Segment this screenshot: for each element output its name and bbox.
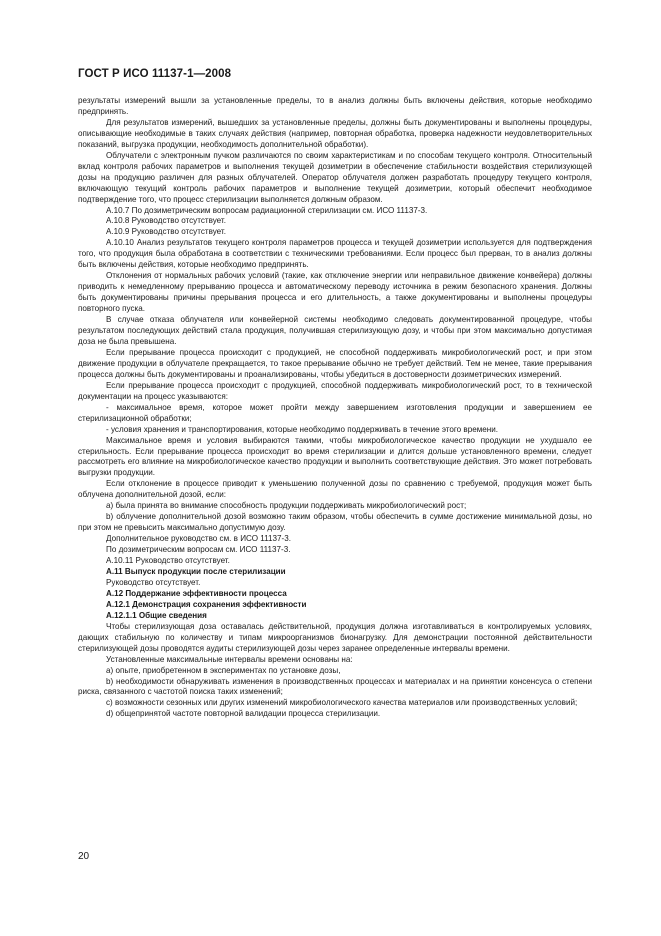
paragraph: Установленные максимальные интервалы времени основаны на:: [106, 654, 353, 664]
section-heading: А.11 Выпуск продукции после стерилизации: [106, 566, 286, 576]
paragraph: b) необходимости обнаруживать изменения в производственных процессах и материалах и на принятии консенсуса о степени риска, связанного с частотой поиска таких изменений;: [78, 676, 592, 697]
paragraph: Для результатов измерений, вышедших за установленные пределы, должны быть документированы и выполнены процедуры, описывающие необходимые в таких случаях действия (например, повторная обработка, проверка надежности неудовлетворительных показаний, выгрузка продукции, необходимость дополнительной обработки).: [78, 117, 592, 149]
page-number: 20: [78, 851, 90, 862]
paragraph: Облучатели с электронным пучком различаются по своим характеристикам и по способам текущего контроля. Относительный вклад контроля рабочих параметров и выполнения текущей дозиметрии в обеспечение стабильности воздействия стерилизующей дозы на продукцию различен для разных облучателей. Оператор облучателя должен разработать процедуру текущего контроля, включающую текущий контроль рабочих параметров и выполнение текущей дозиметрии, который обеспечит необходимое подтверждение того, что процесс стерилизации выполняется должным образом.: [78, 150, 592, 204]
paragraph: Руководство отсутствует.: [106, 577, 201, 587]
paragraph: результаты измерений вышли за установленные пределы, то в анализ должны быть включены действия, которые необходимо предпринять.: [78, 96, 592, 116]
paragraph: А.10.11 Руководство отсутствует.: [106, 556, 230, 566]
paragraph: а) опыте, приобретенном в экспериментах по установке дозы,: [106, 665, 341, 675]
paragraph: d) общепринятой частоте повторной валидации процесса стерилизации.: [106, 709, 381, 719]
paragraph: По дозиметрическим вопросам см. ИСО 11137-3.: [106, 545, 291, 555]
section-heading: А.12.1 Демонстрация сохранения эффективности: [106, 599, 307, 609]
paragraph: а) была принята во внимание способность продукции поддерживать микробиологический рост;: [106, 501, 467, 511]
paragraph: Если отклонение в процессе приводит к уменьшению полученной дозы по сравнению с требуемой, продукция может быть облучена дополнительной дозой, если:: [78, 479, 592, 500]
paragraph: с) возможности сезонных или других изменений микробиологического качества материалов или производственных условий;: [106, 698, 578, 708]
document-body: [78, 96, 592, 720]
paragraph: - максимальное время, которое может пройти между завершением изготовления продукции и завершением ее стерилизационной обработки;: [78, 402, 592, 423]
paragraph: - условия хранения и транспортирования, которые необходимо поддерживать в течение этого времени.: [106, 424, 499, 434]
paragraph: А.10.10 Анализ результатов текущего контроля параметров процесса и текущей дозиметрии используется для подтверждения того, что продукция была обработана в соответствии с техническими требованиями. Если процесс был прерван, то в анализ должны быть включены действия, которые необходимо предпринять.: [78, 238, 592, 270]
paragraph: Отклонения от нормальных рабочих условий (такие, как отключение энергии или неправильное движение конвейера) должны приводить к немедленному прерыванию процесса и автоматическому переводу источника в режим безопасного хранения. Должны быть документированы причины прерывания процесса и его длительность, а также документированы и выполнены процедуры повторного пуска.: [78, 271, 592, 314]
paragraph: Чтобы стерилизующая доза оставалась действительной, продукция должна изготавливаться в контролируемых условиях, дающих стабильную по количеству и типам микроорганизмов бионагрузку. Для демонстрации постоянной действительности стерилизующей дозы проводятся аудиты стерилизующей дозы через заранее определенные интервалы времени.: [78, 621, 592, 653]
paragraph: Дополнительное руководство см. в ИСО 11137-3.: [106, 534, 291, 544]
section-heading: А.12.1.1 Общие сведения: [106, 610, 207, 620]
document-header: ГОСТ Р ИСО 11137-1—2008: [78, 68, 232, 80]
paragraph: Если прерывание процесса происходит с продукцией, не способной поддерживать микробиологический рост, и при этом движение продукции в облучателе прекращается, то такое прерывание обычно не требует действий. Тем не менее, такие прерывания процесса должны быть документированы и проанализированы, чтобы убедиться в достоверности дозиметрических измерений.: [78, 347, 592, 379]
paragraph: А.10.8 Руководство отсутствует.: [106, 216, 226, 226]
paragraph: Максимальное время и условия выбираются такими, чтобы микробиологическое качество продукции не ухудшало ее стерильность. Если прерывание процесса происходит во время стерилизации и длится дольше установленного времени, следует рассмотреть его влияние на микробиологическое качество продукции и выполнить соответствующие действия. Это может потребовать выгрузки продукции.: [78, 435, 592, 478]
paragraph: b) облучение дополнительной дозой возможно таким образом, чтобы обеспечить в сумме достижение минимальной дозы, но при этом не превысить максимально допустимую дозу.: [78, 512, 592, 533]
paragraph: Если прерывание процесса происходит с продукцией, способной поддерживать микробиологический рост, то в технической документации на процесс указываются:: [78, 380, 592, 401]
paragraph: А.10.9 Руководство отсутствует.: [106, 227, 226, 237]
paragraph: А.10.7 По дозиметрическим вопросам радиационной стерилизации см. ИСО 11137-3.: [106, 205, 428, 215]
paragraph: В случае отказа облучателя или конвейерной системы необходимо следовать документированной процедуре, чтобы результатом последующих действий стала продукция, получившая стерилизующую дозу, и чтобы при этом максимально допустимая доза не была превышена.: [78, 315, 592, 346]
section-heading: А.12 Поддержание эффективности процесса: [106, 588, 287, 598]
